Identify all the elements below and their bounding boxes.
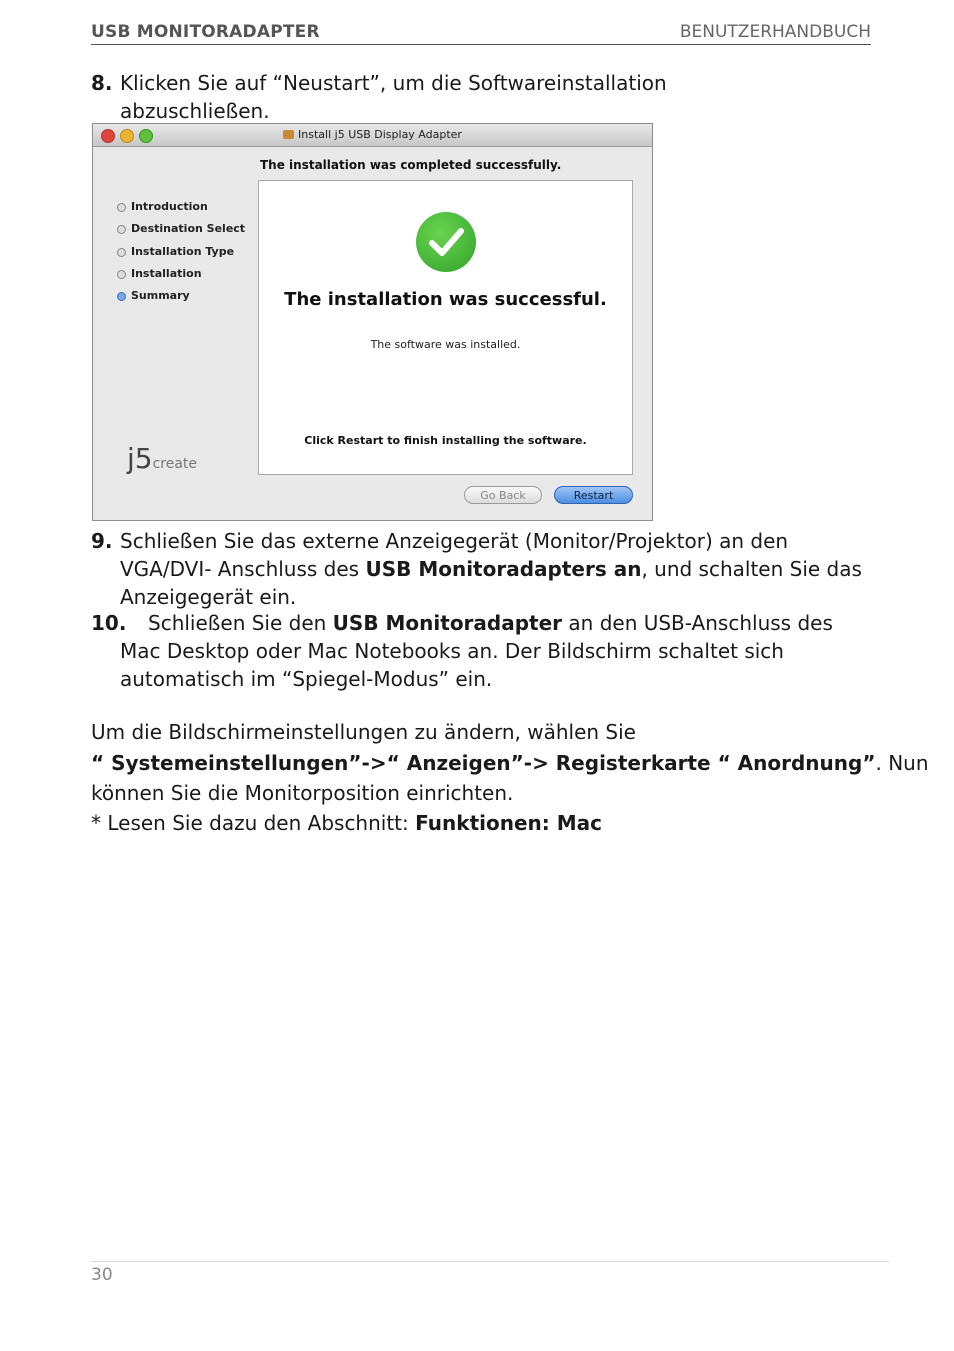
settings-line-1: Um die Bildschirmeinstellungen zu ändern, wählen Sie bbox=[91, 720, 636, 744]
step-10 bbox=[91, 609, 891, 693]
installer-steps bbox=[115, 200, 245, 311]
j5create-logo bbox=[127, 442, 197, 475]
step-line: VGA/DVI- Anschluss des bbox=[120, 557, 366, 581]
checkmark-icon bbox=[416, 212, 476, 272]
step-line: Klicken Sie auf “Neustart”, um die Softwareinstallation bbox=[120, 71, 667, 95]
logo-main: j5 bbox=[127, 442, 153, 475]
step-item-label: Installation bbox=[131, 266, 202, 280]
settings-line-3: können Sie die Monitorposition einrichten. bbox=[91, 781, 514, 805]
step-text bbox=[120, 609, 833, 693]
step-item-label: Installation Type bbox=[131, 244, 235, 258]
step-line: Schließen Sie den bbox=[148, 611, 333, 635]
success-title: The installation was successful. bbox=[284, 289, 607, 310]
step-8 bbox=[91, 69, 871, 125]
step-text bbox=[120, 527, 862, 611]
installer-content-panel bbox=[258, 180, 633, 475]
bullet-icon bbox=[117, 248, 126, 257]
logo-sub: create bbox=[152, 456, 198, 472]
footer-divider bbox=[91, 1261, 889, 1262]
step-item-label: Destination Select bbox=[131, 222, 246, 236]
bullet-icon bbox=[117, 292, 126, 301]
page-number: 30 bbox=[91, 1265, 113, 1285]
step-line: Mac Desktop oder Mac Notebooks an. Der Bildschirm schaltet sich bbox=[120, 639, 784, 663]
step-line: abzuschließen. bbox=[120, 99, 270, 123]
settings-text: * Lesen Sie dazu den Abschnitt: bbox=[91, 811, 416, 835]
settings-text: . Nun bbox=[875, 751, 929, 775]
settings-line-2 bbox=[91, 751, 929, 775]
step-item-installation-type bbox=[115, 245, 245, 267]
step-text bbox=[120, 69, 667, 125]
step-line: an den USB-Anschluss des bbox=[562, 611, 833, 635]
settings-path: “ Systemeinstellungen”->“ Anzeigen”-> Registerkarte “ Anordnung” bbox=[91, 751, 876, 775]
header-product: USB MONITORADAPTER bbox=[91, 22, 320, 42]
step-item-destination bbox=[115, 222, 245, 244]
product-name: USB Monitoradapter bbox=[332, 611, 563, 635]
step-number: 8. bbox=[91, 71, 113, 95]
step-line: , und schalten Sie das bbox=[641, 557, 862, 581]
step-item-summary bbox=[115, 289, 245, 311]
go-back-button[interactable]: Go Back bbox=[464, 486, 542, 504]
installer-heading: The installation was completed successfully. bbox=[260, 158, 562, 172]
step-item-label: Introduction bbox=[131, 200, 208, 213]
step-item-introduction bbox=[115, 200, 245, 222]
step-line: Schließen Sie das externe Anzeigegerät (Monitor/Projektor) an den bbox=[120, 529, 789, 553]
package-icon bbox=[283, 130, 294, 139]
step-number: 9. bbox=[91, 529, 113, 553]
page-header bbox=[91, 22, 871, 45]
success-subtitle: The software was installed. bbox=[370, 338, 521, 351]
step-9 bbox=[91, 527, 891, 611]
product-name: USB Monitoradapters an bbox=[365, 557, 642, 581]
window-titlebar bbox=[93, 124, 652, 147]
settings-line-4 bbox=[91, 811, 602, 835]
step-number: 10. bbox=[91, 611, 127, 635]
bullet-icon bbox=[117, 270, 126, 279]
window-title-text: Install j5 USB Display Adapter bbox=[298, 128, 462, 141]
restart-button[interactable]: Restart bbox=[554, 486, 633, 504]
section-reference: Funktionen: Mac bbox=[415, 811, 602, 835]
step-item-installation bbox=[115, 267, 245, 289]
step-line: automatisch im “Spiegel-Modus” ein. bbox=[120, 667, 493, 691]
bullet-icon bbox=[117, 225, 126, 234]
header-manual: BENUTZERHANDBUCH bbox=[679, 22, 871, 42]
window-title bbox=[93, 128, 652, 141]
step-item-label: Summary bbox=[131, 289, 190, 303]
installer-window bbox=[92, 123, 653, 521]
bullet-icon bbox=[117, 203, 126, 212]
restart-note: Click Restart to finish installing the software. bbox=[304, 434, 587, 447]
step-line: Anzeigegerät ein. bbox=[120, 585, 297, 609]
